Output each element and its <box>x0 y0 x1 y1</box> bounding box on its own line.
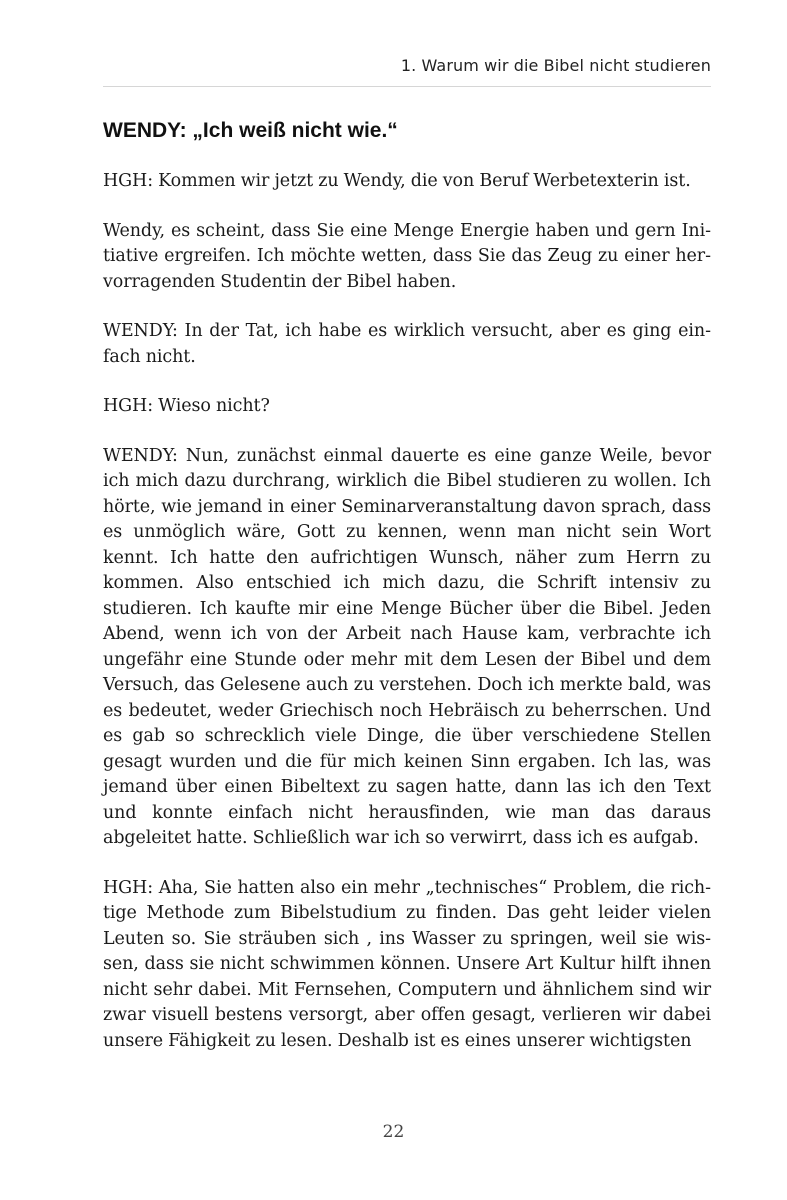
running-header: 1. Warum wir die Bibel nicht studieren <box>400 56 711 75</box>
paragraph-intro-wendy: HGH: Kommen wir jetzt zu Wendy, die von Beruf Werbetexterin ist. <box>103 171 691 191</box>
section-heading: WENDY: „Ich weiß nicht wie.“ <box>103 119 398 142</box>
paragraph-hgh-why-not: HGH: Wieso nicht? <box>103 396 270 416</box>
paragraph-hgh-energy: Wendy, es scheint, dass Sie eine Menge Energie haben und gern Initiative ergreifen. Ich möchte wetten, dass Sie das Zeug zu einer hervorragenden Studentin der Bibel haben. <box>103 220 711 292</box>
paragraph-wendy-story: WENDY: Nun, zunächst einmal dauerte es eine ganze Weile, bevor ich mich dazu durchrang, wirklich die Bibel studieren zu wollen. Ich hörte, wie jemand in einer Seminarveranstaltung davon sprach, dass es unmöglich wäre, Gott zu kennen, wenn man nicht sein Wort kennt. Ich hatte den aufrichtigen Wunsch, näher zum Herrn zu kommen. Also entschied ich mich dazu, die Schrift intensiv zu studieren. Ich kaufte mir eine Menge Bücher über die Bibel. Jeden Abend, wenn ich von der Arbeit nach Hause kam, verbrachte ich ungefähr eine Stunde oder mehr mit dem Lesen der Bibel und dem Versuch, das Gelesene auch zu verstehen. Doch ich merkte bald, was es bedeutet, weder Griechisch noch Hebräisch zu beherrschen. Und es gab so schrecklich viele Dinge, die über verschiedene Stellen gesagt wurden und die für mich keinen Sinn ergaben. Ich las, was jemand über einen Bibeltext zu sagen hatte, dann las ich den Text und konnte einfach nicht herausfinden, wie man das daraus abgeleitet hatte. Schließlich war ich so verwirrt, dass ich es aufgab. <box>103 445 711 848</box>
page-number: 22 <box>382 1122 405 1142</box>
page-body <box>103 116 711 1078</box>
paragraph-wendy-tried: WENDY: In der Tat, ich habe es wirklich versucht, aber es ging einfach nicht. <box>103 321 711 367</box>
paragraph-hgh-technical-problem: HGH: Aha, Sie hatten also ein mehr „technisches“ Problem, die richtige Methode zum Bibelstudium zu finden. Das geht leider vielen Leuten so. Sie sträuben sich , ins Wasser zu springen, weil sie wissen, dass sie nicht schwimmen können. Unsere Art Kultur hilft ihnen nicht sehr dabei. Mit Fernsehen, Computern und ähnlichem sind wir zwar visuell bestens versorgt, aber offen gesagt, verlieren wir dabei unsere Fähigkeit zu lesen. Deshalb ist es eines unserer wichtigsten <box>103 877 711 1051</box>
header-divider <box>103 86 711 87</box>
